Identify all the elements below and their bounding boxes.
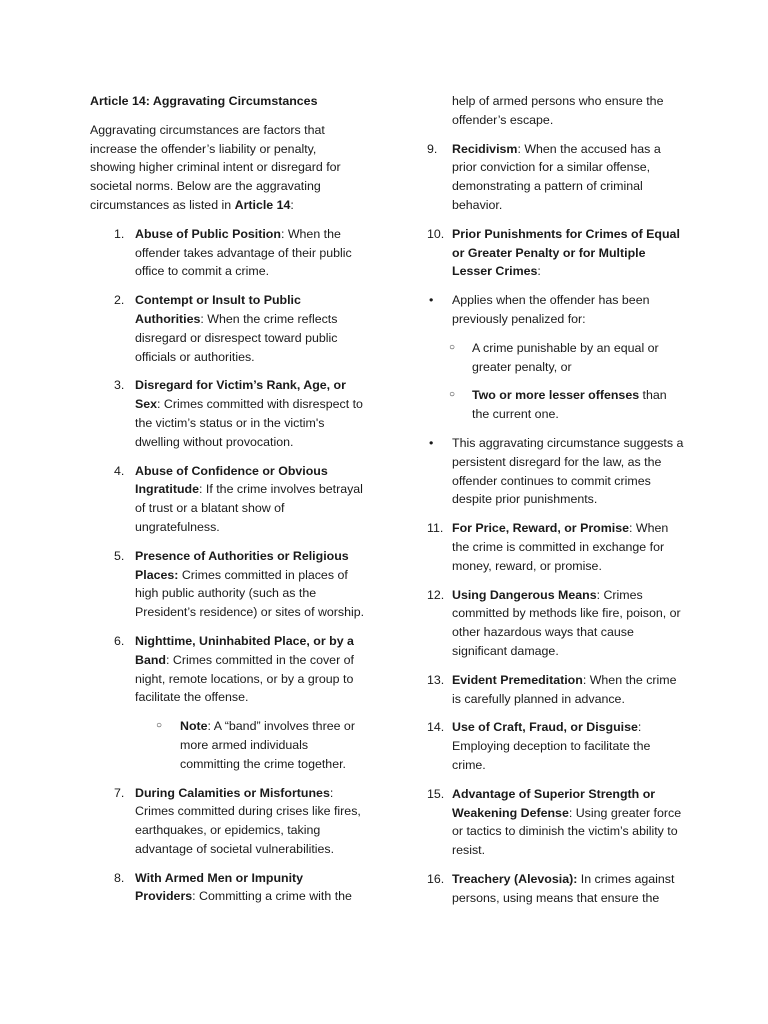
item-text: : When the crime is carefully planned in advance. [452, 672, 677, 706]
item-heading: Abuse of Public Position [135, 226, 281, 241]
list-item-11 [427, 519, 687, 575]
list-item-3 [90, 376, 365, 451]
item-heading: With Armed Men or Impunity Providers [135, 870, 304, 904]
bullet-icon: • [429, 435, 434, 450]
bullet-icon: • [429, 293, 434, 308]
list-item-5 [90, 547, 365, 622]
intro-text: Aggravating circumstances are factors that increase the offender’s liability or penalty, showing higher criminal intent or disregard for societal norms. Below are the aggravating circumstances as listed in [90, 122, 341, 212]
list-items-9-10 [427, 140, 687, 282]
bullet-text: This aggravating circumstance suggests a persistent disregard for the law, as the offender continues to commit crimes despite prior punishments. [452, 435, 684, 507]
item-number: 13. [427, 672, 445, 687]
item-text: : Crimes committed by methods like fire, poison, or other hazardous ways that cause significant damage. [452, 587, 681, 658]
circle-bullet-icon: ○ [449, 389, 456, 401]
item-number: 4. [114, 463, 125, 478]
item-heading: For Price, Reward, or Promise [452, 521, 629, 536]
right-column [427, 92, 687, 917]
item-number: 5. [114, 548, 125, 563]
item-number: 7. [114, 785, 125, 800]
item-number: 1. [114, 226, 125, 241]
item-number: 16. [427, 871, 445, 886]
item-text: In crimes against persons, using means that ensure the [452, 871, 675, 905]
item-heading: Contempt or Insult to Public Authorities [135, 293, 301, 326]
note-subitem [90, 717, 365, 773]
list-item-2 [90, 291, 365, 366]
item-heading: Advantage of Superior Strength or Weakening Defense [452, 786, 656, 820]
item-8-continuation: help of armed persons who ensure the offender’s escape. [452, 94, 664, 127]
item-heading: Disregard for Victim’s Rank, Age, or Sex [135, 378, 346, 412]
list-items-11-16 [427, 519, 687, 907]
intro-bold: Article 14 [234, 197, 291, 212]
item-text: : Crimes committed with disrespect to the victim’s status or in the victim's dwelling without provocation. [135, 397, 363, 449]
list-items-7-8 [90, 784, 365, 907]
list-item-14 [427, 718, 687, 774]
item-number: 6. [114, 633, 125, 648]
list-items-1-6 [90, 225, 365, 707]
note-label: Note [180, 719, 208, 734]
item-heading: Recidivism [452, 141, 518, 156]
list-item-12 [427, 586, 687, 661]
list-item-6 [90, 632, 365, 707]
item-number: 11. [427, 521, 444, 536]
subitem-lesser-offenses [427, 386, 687, 424]
item-text: : When the accused has a prior conviction for a similar offense, demonstrating a pattern of criminal behavior. [452, 141, 661, 212]
list-item-15 [427, 785, 687, 860]
subitem-text: than the current one. [472, 388, 667, 422]
list-item-9 [427, 140, 687, 215]
item-heading: Prior Punishments for Crimes of Equal or Greater Penalty or for Multiple Lesser Crimes [452, 226, 680, 279]
intro-paragraph [90, 121, 365, 215]
item-number: 8. [114, 870, 125, 885]
list-item-13 [427, 671, 687, 709]
item-heading: Abuse of Confidence or Obvious Ingratitude [135, 463, 328, 497]
item-number: 15. [427, 786, 445, 801]
item-number: 10. [427, 226, 445, 241]
item-text: : When the crime is committed in exchange for money, reward, or promise. [452, 521, 669, 573]
list-item-4 [90, 462, 365, 537]
subitem-text: A crime punishable by an equal or greater penalty, or [472, 340, 659, 374]
note-text: : A “band” involves three or more armed individuals committing the crime together. [180, 719, 355, 771]
circle-bullet-icon: ○ [449, 341, 456, 353]
item-text: : Employing deception to facilitate the crime. [452, 720, 651, 772]
subitem-equal-penalty [427, 339, 687, 377]
list-item-7 [90, 784, 365, 859]
item-text: : Crimes committed during crises like fires, earthquakes, or epidemics, taking advantage of societal vulnerabilities. [135, 785, 361, 856]
item-heading: Treachery (Alevosia): [452, 871, 578, 886]
item-number: 9. [427, 141, 438, 156]
item-heading: Evident Premeditation [452, 672, 583, 687]
bullet-applies [427, 291, 687, 329]
item-text: : [537, 264, 541, 279]
subitem-heading: Two or more lesser offenses [472, 388, 640, 403]
list-item-16 [427, 870, 687, 908]
bullet-text: Applies when the offender has been previously penalized for: [452, 293, 650, 326]
item-number: 2. [114, 293, 125, 308]
item-text: : When the crime reflects disregard or disrespect toward public officials or authorities. [135, 311, 338, 364]
item-heading: Nighttime, Uninhabited Place, or by a Band [135, 633, 354, 667]
list-item-8 [90, 869, 365, 907]
item-text: : When the offender takes advantage of their public office to commit a crime. [135, 226, 352, 279]
item-text: Crimes committed in places of high public authority (such as the President’s residence) or sites of worship. [135, 567, 365, 620]
item-text: : Using greater force or tactics to diminish the victim’s ability to resist. [452, 805, 682, 858]
item-number: 14. [427, 720, 445, 735]
item-heading: During Calamities or Misfortunes [135, 785, 330, 800]
article-title: Article 14: Aggravating Circumstances [90, 94, 318, 108]
item-heading: Using Dangerous Means [452, 587, 597, 602]
bullet-persistent-disregard [427, 434, 687, 509]
left-column [90, 92, 365, 916]
circle-bullet-icon: ○ [156, 720, 163, 732]
item-number: 3. [114, 378, 125, 393]
item-text: : Committing a crime with the [192, 889, 352, 904]
item-number: 12. [427, 587, 445, 602]
intro-end: : [290, 197, 294, 212]
item-heading: Use of Craft, Fraud, or Disguise [452, 720, 638, 735]
list-item-1 [90, 225, 365, 281]
item-heading: Presence of Authorities or Religious Places: [135, 548, 349, 582]
item-text: : If the crime involves betrayal of trust or a blatant show of ungratefulness. [135, 482, 363, 534]
item-text: : Crimes committed in the cover of night, remote locations, or by a group to facilitate the offense. [135, 652, 354, 705]
list-item-10 [427, 225, 687, 281]
